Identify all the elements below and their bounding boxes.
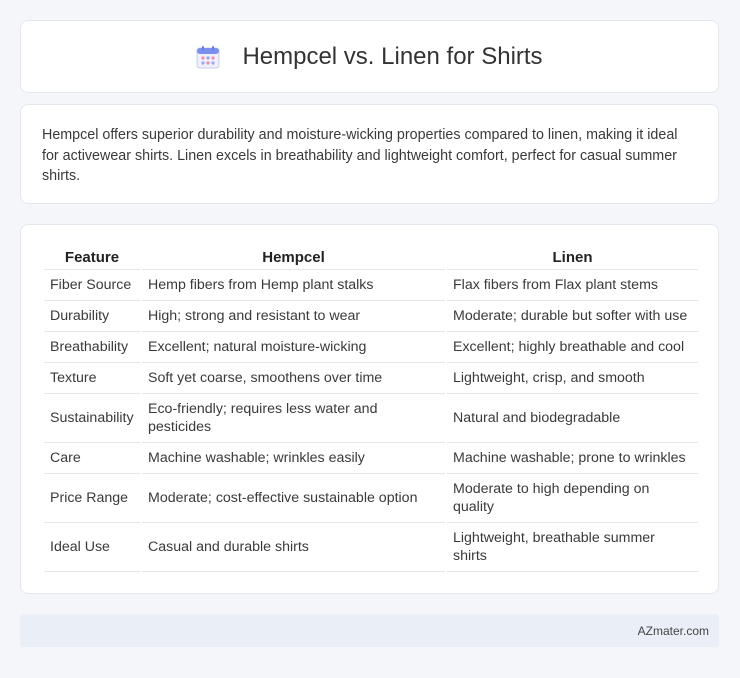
header-feature: Feature: [44, 245, 140, 270]
linen-cell: Natural and biodegradable: [447, 394, 698, 443]
comparison-table: [42, 245, 700, 572]
hempcel-cell: Machine washable; wrinkles easily: [142, 443, 445, 474]
hempcel-cell: Soft yet coarse, smoothens over time: [142, 363, 445, 394]
hempcel-cell: Hemp fibers from Hemp plant stalks: [142, 270, 445, 301]
calendar-icon: [196, 45, 220, 69]
table-row: [44, 270, 698, 301]
table-header-row: [44, 245, 698, 270]
title-card: [20, 20, 719, 93]
footer-source: AZmater.com: [637, 623, 709, 638]
feature-cell: Price Range: [44, 474, 140, 523]
feature-cell: Durability: [44, 301, 140, 332]
linen-cell: Flax fibers from Flax plant stems: [447, 270, 698, 301]
feature-cell: Texture: [44, 363, 140, 394]
table-row: [44, 474, 698, 523]
linen-cell: Moderate; durable but softer with use: [447, 301, 698, 332]
footer: [20, 614, 719, 647]
table-row: [44, 301, 698, 332]
linen-cell: Lightweight, crisp, and smooth: [447, 363, 698, 394]
header-hempcel: Hempcel: [142, 245, 445, 270]
feature-cell: Sustainability: [44, 394, 140, 443]
linen-cell: Excellent; highly breathable and cool: [447, 332, 698, 363]
feature-cell: Fiber Source: [44, 270, 140, 301]
feature-cell: Ideal Use: [44, 523, 140, 572]
table-row: [44, 363, 698, 394]
summary-text: Hempcel offers superior durability and moisture-wicking properties compared to linen, making it ideal for activewear shirts. Linen excels in breathability and lightweight comfort, perfect for casual summer shirts.: [42, 127, 678, 184]
linen-cell: Lightweight, breathable summer shirts: [447, 523, 698, 572]
hempcel-cell: Moderate; cost-effective sustainable option: [142, 474, 445, 523]
feature-cell: Breathability: [44, 332, 140, 363]
summary-card: [20, 104, 719, 204]
table-row: [44, 332, 698, 363]
hempcel-cell: Casual and durable shirts: [142, 523, 445, 572]
header-linen: Linen: [447, 245, 698, 270]
hempcel-cell: Eco-friendly; requires less water and pesticides: [142, 394, 445, 443]
linen-cell: Machine washable; prone to wrinkles: [447, 443, 698, 474]
feature-cell: Care: [44, 443, 140, 474]
linen-cell: Moderate to high depending on quality: [447, 474, 698, 523]
hempcel-cell: Excellent; natural moisture-wicking: [142, 332, 445, 363]
hempcel-cell: High; strong and resistant to wear: [142, 301, 445, 332]
table-row: [44, 523, 698, 572]
table-row: [44, 394, 698, 443]
comparison-table-card: [20, 224, 719, 594]
page-title-text: Hempcel vs. Linen for Shirts: [242, 42, 543, 70]
table-row: [44, 443, 698, 474]
page-title: [196, 43, 542, 71]
